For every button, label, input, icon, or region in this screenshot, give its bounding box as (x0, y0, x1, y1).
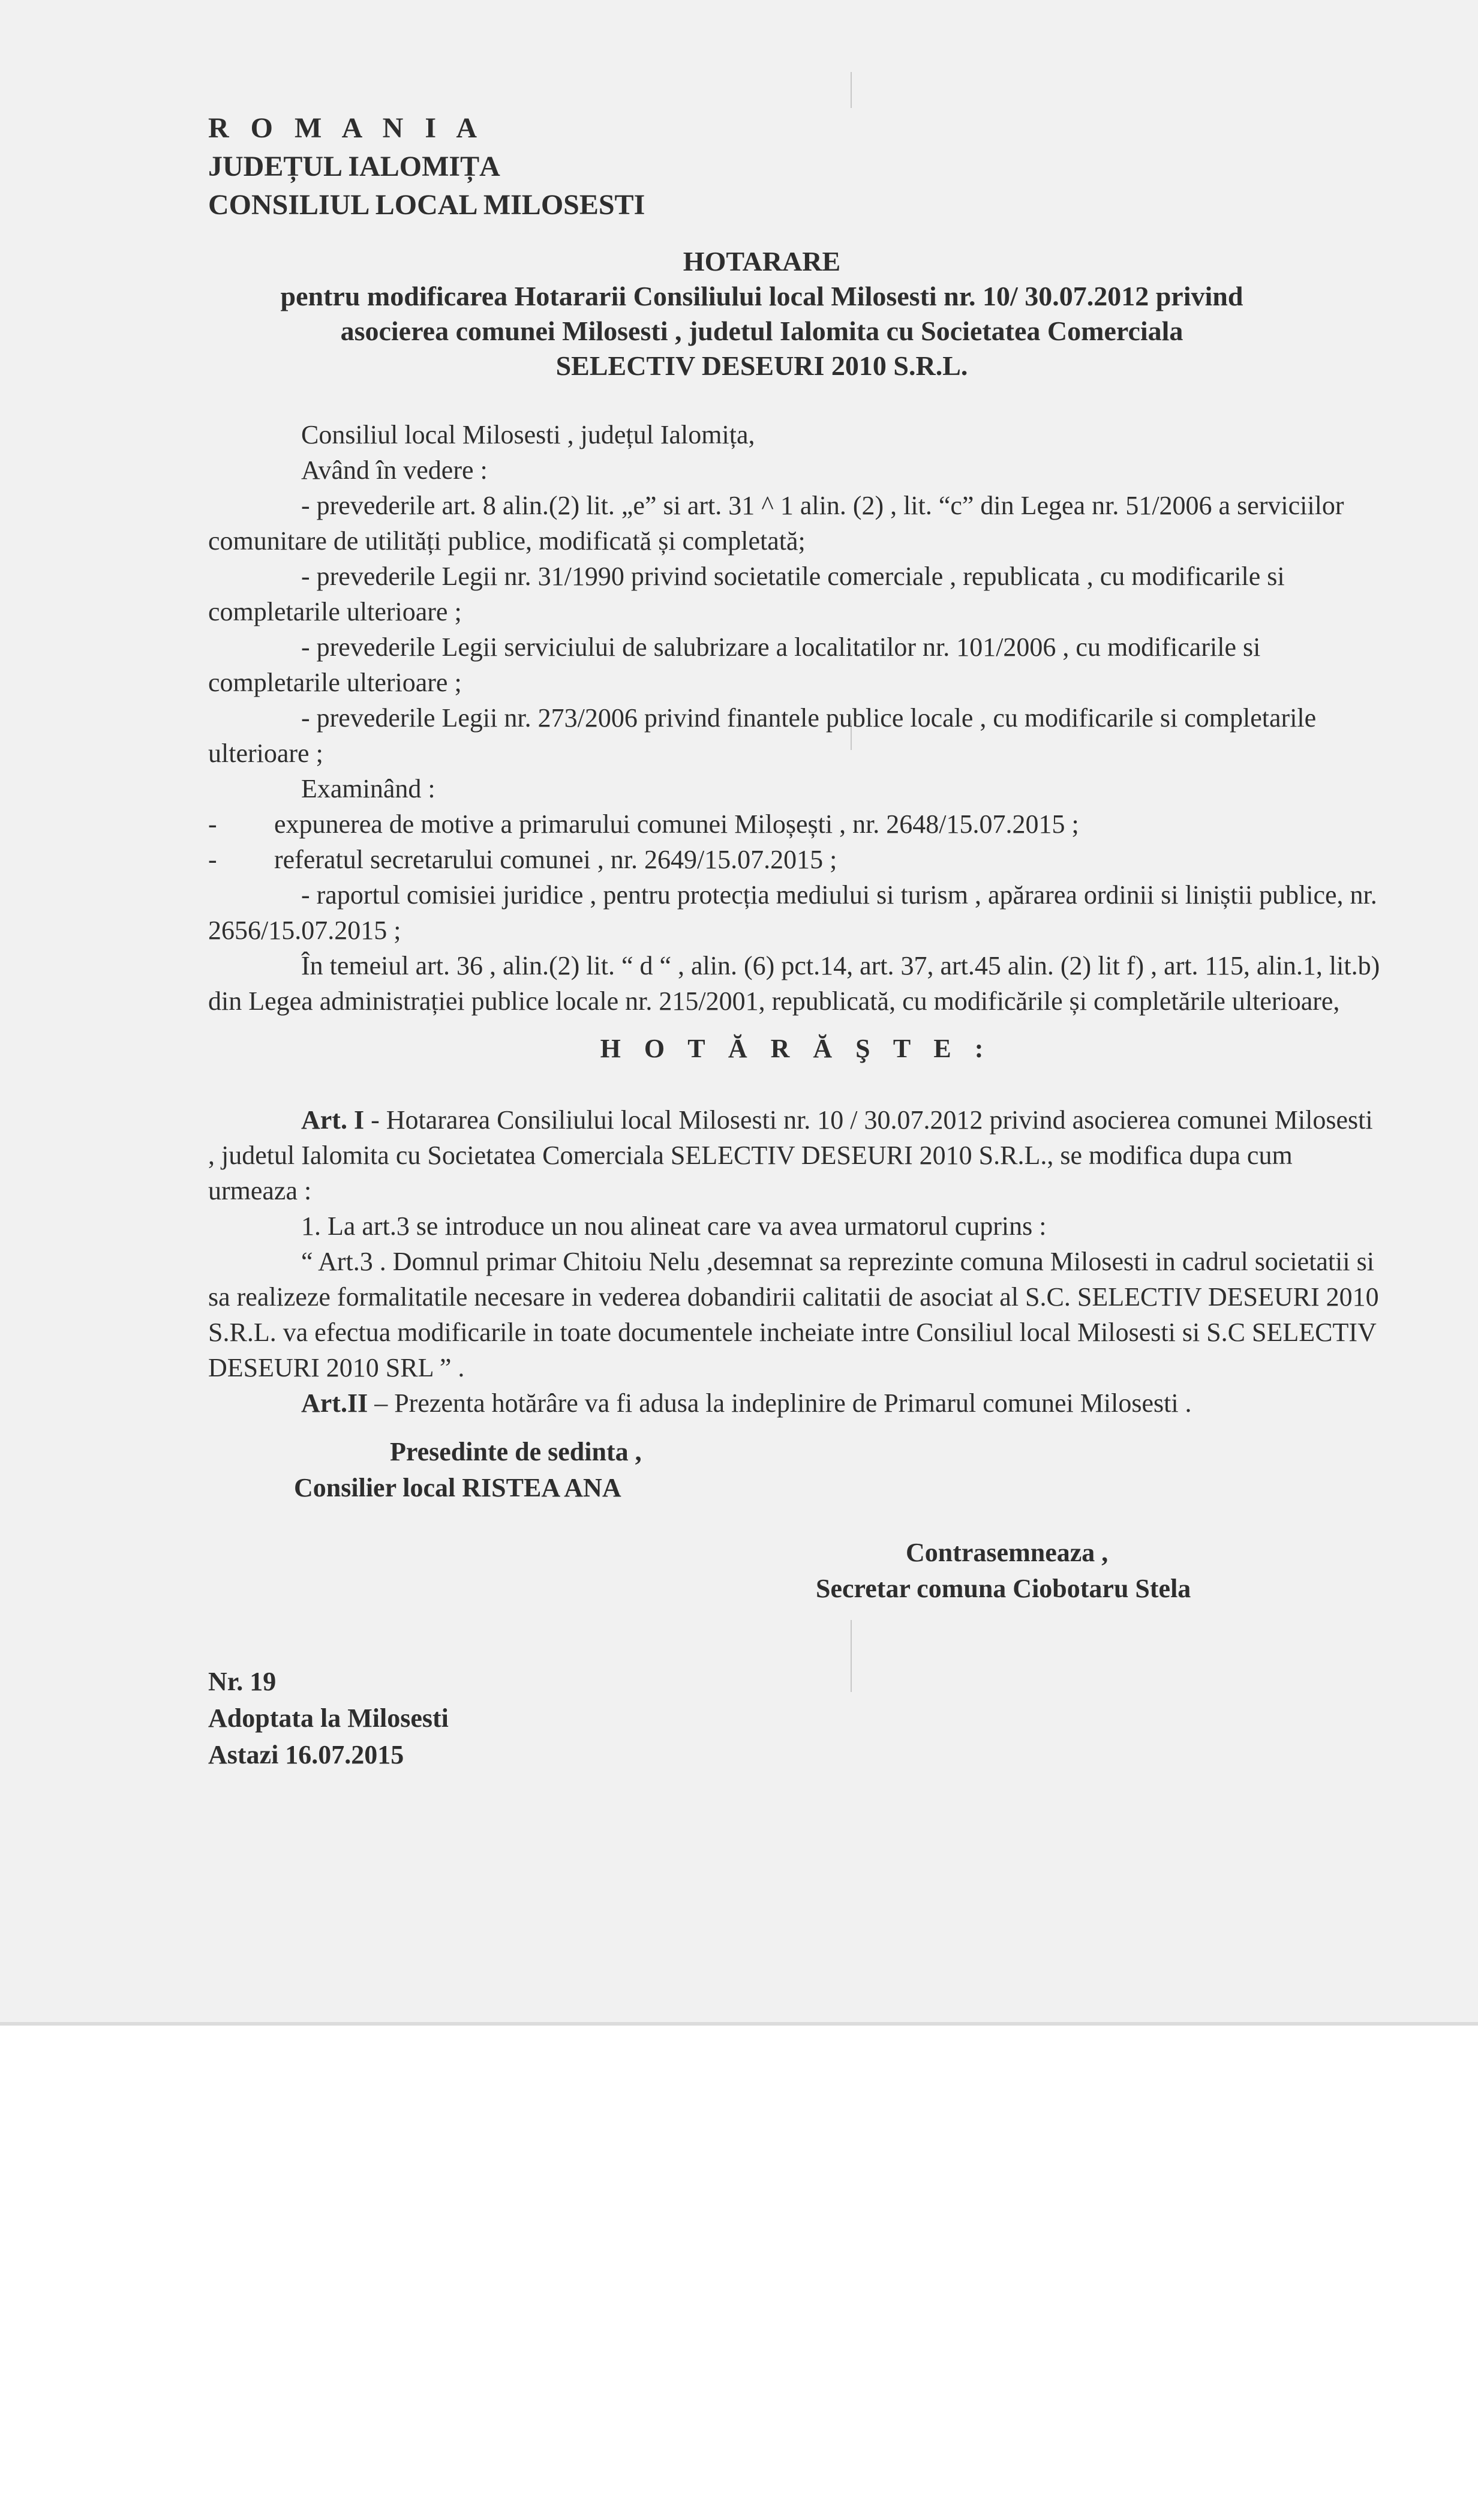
article-1: Art. I - Hotararea Consiliului local Milosesti nr. 10 / 30.07.2012 privind asocierea comunei Milosesti , judetul Ialomita cu Societatea Comerciala SELECTIV DESEURI 2010 S.R.L., se modifica dupa cum urmeaza : (208, 1105, 1373, 1205)
adoption-date: Astazi 16.07.2015 (208, 1740, 404, 1769)
commission-report: - raportul comisiei juridice , pentru protecția mediului si turism , apărarea ordinii si liniștii publice, nr. 2656/15.07.2015 ; (208, 880, 1377, 945)
scan-artifact-line (851, 1620, 852, 1692)
legal-basis-item: - prevederile Legii nr. 31/1990 privind societatile comerciale , republicata , cu modificarile si completarile ulterioare ; (208, 562, 1285, 626)
document-header (208, 109, 645, 224)
document-body (208, 417, 1384, 1421)
decision-title (168, 244, 1356, 383)
legal-ground: În temeiul art. 36 , alin.(2) lit. “ d “ , alin. (6) pct.14, art. 37, art.45 alin. (2) lit f) , art. 115, alin.1, lit.b) din Legea administrației publice locale nr. 215/2001, republicată, cu modificările și completările ulterioare, (208, 951, 1380, 1016)
secretary-name: Secretar comuna Ciobotaru Stela (816, 1574, 1191, 1603)
article-label: Art. I (301, 1105, 365, 1135)
article-3-quote: “ Art.3 . Domnul primar Chitoiu Nelu ,desemnat sa reprezinte comuna Milosesti in cadrul societatii si sa realizeze formalitatile necesare in vederea dobandirii calitatii de asociat al S.C. SELECTIV DESEURI 2010 S.R.L. va efectua modificarile in toate documentele incheiate intre Consiliul local Milosesti si S.C SELECTIV DESEURI 2010 SRL ” . (208, 1247, 1379, 1382)
avand-in-vedere: Având în vedere : (301, 455, 488, 485)
county-line: JUDEȚUL IALOMIȚA (208, 151, 500, 182)
title-line: pentru modificarea Hotararii Consiliului local Milosesti nr. 10/ 30.07.2012 privind (280, 281, 1243, 311)
scan-artifact-line (851, 72, 852, 108)
president-title: Presedinte de sedinta , (390, 1437, 642, 1466)
exam-item: - expunerea de motive a primarului comunei Miloșești , nr. 2648/15.07.2015 ; (208, 809, 1079, 839)
title-line: asocierea comunei Milosesti , judetul Ialomita cu Societatea Comerciala (340, 316, 1183, 346)
council-line: CONSILIUL LOCAL MILOSESTI (208, 189, 645, 221)
adoption-place: Adoptata la Milosesti (208, 1703, 449, 1733)
country-line: R O M A N I A (208, 112, 485, 144)
examinand: Examinând : (301, 774, 435, 803)
legal-basis-item: - prevederile Legii nr. 273/2006 privind finantele publice locale , cu modificarile si completarile ulterioare ; (208, 703, 1317, 768)
document-footer (208, 1663, 449, 1773)
secretary-signature (816, 1535, 1191, 1607)
decision-number: Nr. 19 (208, 1667, 277, 1696)
council-intro: Consiliul local Milosesti , județul Ialomița, (301, 420, 755, 449)
exam-item: - referatul secretarului comunei , nr. 2649/15.07.2015 ; (208, 845, 837, 874)
hotaraste-heading: H O T Ă R Ă Ş T E : (600, 1034, 992, 1063)
president-name: Consilier local RISTEA ANA (294, 1473, 621, 1502)
article-label: Art.II (301, 1388, 368, 1418)
title-line: SELECTIV DESEURI 2010 S.R.L. (555, 350, 968, 381)
president-signature (294, 1434, 642, 1506)
legal-basis-item: - prevederile Legii serviciului de salubrizare a localitatilor nr. 101/2006 , cu modificarile si completarile ulterioare ; (208, 632, 1261, 697)
secretary-title: Contrasemneaza , (906, 1538, 1108, 1567)
article-1-point: 1. La art.3 se introduce un nou alineat care va avea urmatorul cuprins : (301, 1211, 1047, 1241)
article-2: Art.II – Prezenta hotărâre va fi adusa la indeplinire de Primarul comunei Milosesti . (301, 1388, 1192, 1418)
legal-basis-item: - prevederile art. 8 alin.(2) lit. „e” si art. 31 ^ 1 alin. (2) , lit. “c” din Legea nr. 51/2006 a serviciilor comunitare de utilități publice, modificată și completată; (208, 491, 1344, 556)
title-heading: HOTARARE (683, 246, 841, 277)
